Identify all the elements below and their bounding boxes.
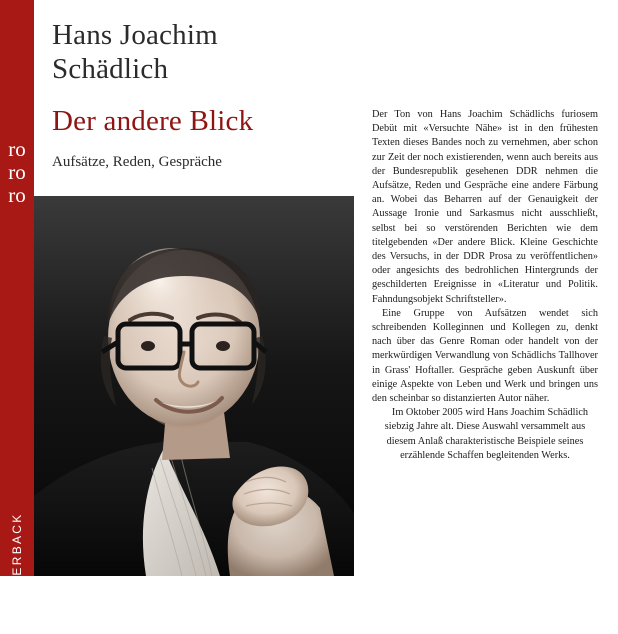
blurb-paragraph-2: Eine Gruppe von Aufsätzen wendet sich schreibenden Kolleginnen und Kollegen zu, denkt nach über das Genre Roman oder handelt von der merkwürdigen Verwandlung von Schädlichs Tallhover in Grass' Hoftaller. Gespräche geben Auskunft über einige Aspekte von Leben und Werk und bringen uns den scheinbar so distanzierten Autor näher. <box>372 307 598 405</box>
book-subtitle: Aufsätze, Reden, Gespräche <box>52 154 222 170</box>
author-name-line-2: Schädlich <box>52 53 169 85</box>
back-cover-blurb <box>372 108 598 463</box>
logo-line-2: ro <box>8 160 26 184</box>
publisher-spine <box>0 0 34 606</box>
series-label: PAPERBACK <box>10 512 24 606</box>
blurb-paragraph-1: Der Ton von Hans Joachim Schädlichs furiosem Debüt mit «Versuchte Nähe» ist in den frühesten Texten dieses Bandes noch zu vernehmen, aber schon zur Zeit der noch existierenden, wenn auch bereits aus der Bundesrepublik gesehenen DDR nehmen die Aufsätze, Reden und Gespräche eine andere Färbung an. Wobei das Beharren auf der Genauigkeit der Aussage Ironie und Sarkasmus nicht ausschließt, selbst bei so verstörenden Berichten wie dem titelgebenden «Der andere Blick. Kleine Geschichte des Versuchs, in der DDR Prosa zu veröffentlichen» oder angesichts des bedrohlichen Hintergrunds der geschilderten Ereignisse in «Literatur und Politik. Fahndungsobjekt Schriftsteller». <box>372 109 598 305</box>
rowohlt-logo <box>0 138 34 207</box>
logo-line-1: ro <box>8 137 26 161</box>
blurb-paragraph-3: Im Oktober 2005 wird Hans Joachim Schädlich siebzig Jahre alt. Diese Auswahl versammelt aus diesem Anlaß charakteristische Beispiele seines erzählende Schaffen begleitenden Werks. <box>384 407 589 461</box>
series-label-container <box>0 416 34 606</box>
logo-line-3: ro <box>8 183 26 207</box>
author-name <box>52 18 352 86</box>
title-block <box>52 18 352 172</box>
book-title: Der andere Blick <box>52 105 254 137</box>
author-name-line-1: Hans Joachim <box>52 19 218 51</box>
author-portrait <box>34 196 354 576</box>
